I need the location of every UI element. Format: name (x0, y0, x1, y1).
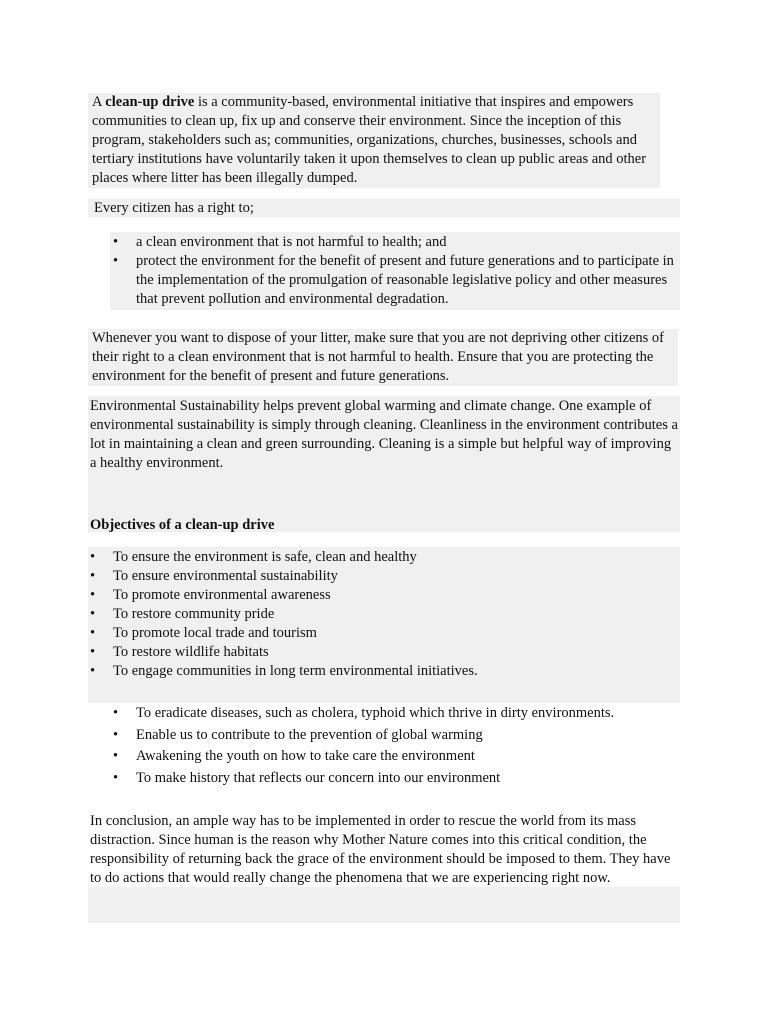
litter-paragraph: Whenever you want to dispose of your litter, make sure that you are not depriving other citizens of their right to a clean environment that is not harmful to health. Ensure that you are protecting the environment for the benefit of present and future generations. (88, 329, 678, 386)
objective-text: To promote environmental awareness (113, 587, 331, 603)
bullet-glyph: • (113, 748, 119, 764)
objective-item (113, 746, 676, 768)
objectives-heading (90, 516, 590, 535)
objective-item (90, 548, 673, 567)
intro-term: clean-up drive (105, 94, 195, 110)
rights-item-text: protect the environment for the benefit of present and future generations and to participate in the implementation of the promulgation of reasonable legislative policy and other measures that prevent pollution and environmental degradation. (136, 253, 674, 307)
objective-item (113, 768, 676, 790)
rights-item (113, 252, 678, 309)
bullet-glyph: • (113, 705, 119, 721)
bullet-glyph: • (90, 587, 96, 603)
intro-lead: A (92, 94, 106, 110)
rights-heading: Every citizen has a right to; (94, 200, 254, 216)
bullet-glyph: • (90, 606, 96, 622)
trailing-blank-band (88, 887, 680, 923)
objective-item (90, 586, 673, 605)
objective-text: Awakening the youth on how to take care the environment (136, 748, 475, 764)
objective-item (90, 624, 673, 643)
objective-item (113, 725, 676, 747)
bullet-glyph: • (113, 253, 119, 269)
objective-item (90, 605, 673, 624)
objective-text: To restore wildlife habitats (113, 644, 269, 660)
bullet-glyph: • (90, 625, 96, 641)
objectives-list-secondary (113, 703, 676, 789)
intro-paragraph (88, 93, 660, 188)
bullet-glyph: • (90, 644, 96, 660)
bullet-glyph: • (90, 663, 96, 679)
objective-text: To make history that reflects our concern into our environment (136, 769, 501, 786)
bullet-glyph: • (113, 769, 119, 786)
bullet-glyph: • (113, 234, 119, 250)
objective-text: To restore community pride (113, 606, 275, 622)
objective-text: To ensure the environment is safe, clean and healthy (113, 549, 417, 565)
objective-text: To ensure environmental sustainability (113, 568, 338, 584)
objective-item (90, 662, 673, 681)
rights-item-text: a clean environment that is not harmful to health; and (136, 234, 447, 250)
bullet-glyph: • (90, 568, 96, 584)
objective-text: To engage communities in long term environmental initiatives. (113, 663, 478, 679)
conclusion-paragraph: In conclusion, an ample way has to be implemented in order to rescue the world from its mass distraction. Since human is the reason why Mother Nature comes into this critical condition, the responsibility of returning back the grace of the environment should be imposed to them. They have to do actions that would really change the phenomena that we are experiencing right now. (90, 813, 671, 886)
objective-item (90, 643, 673, 662)
objective-item (90, 567, 673, 586)
objectives-list (90, 548, 673, 681)
bullet-glyph: • (113, 726, 119, 743)
rights-list (113, 233, 678, 309)
objective-text: Enable us to contribute to the prevention of global warming (136, 726, 483, 743)
sustainability-paragraph: Environmental Sustainability helps prevent global warming and climate change. One example of environmental sustainability is simply through cleaning. Cleanliness in the environment contributes a lot in maintaining a clean and green surrounding. Cleaning is a simple but helpful way of improving a healthy environment. (90, 398, 678, 471)
bullet-glyph: • (90, 549, 96, 565)
objectives-heading-text: Objectives of a clean-up drive (90, 517, 275, 533)
intro-text: is a community-based, environmental initiative that inspires and empowers communities to clean up, fix up and conserve their environment. Since the inception of this program, stakeholders such as; communities, organizations, churches, businesses, schools and tertiary institutions have voluntarily taken it upon themselves to clean up public areas and other places where litter has been illegally dumped. (92, 94, 647, 186)
objective-item (113, 703, 676, 725)
objective-text: To eradicate diseases, such as cholera, typhoid which thrive in dirty environments. (136, 705, 615, 721)
rights-item (113, 233, 678, 252)
objective-text: To promote local trade and tourism (113, 625, 317, 641)
